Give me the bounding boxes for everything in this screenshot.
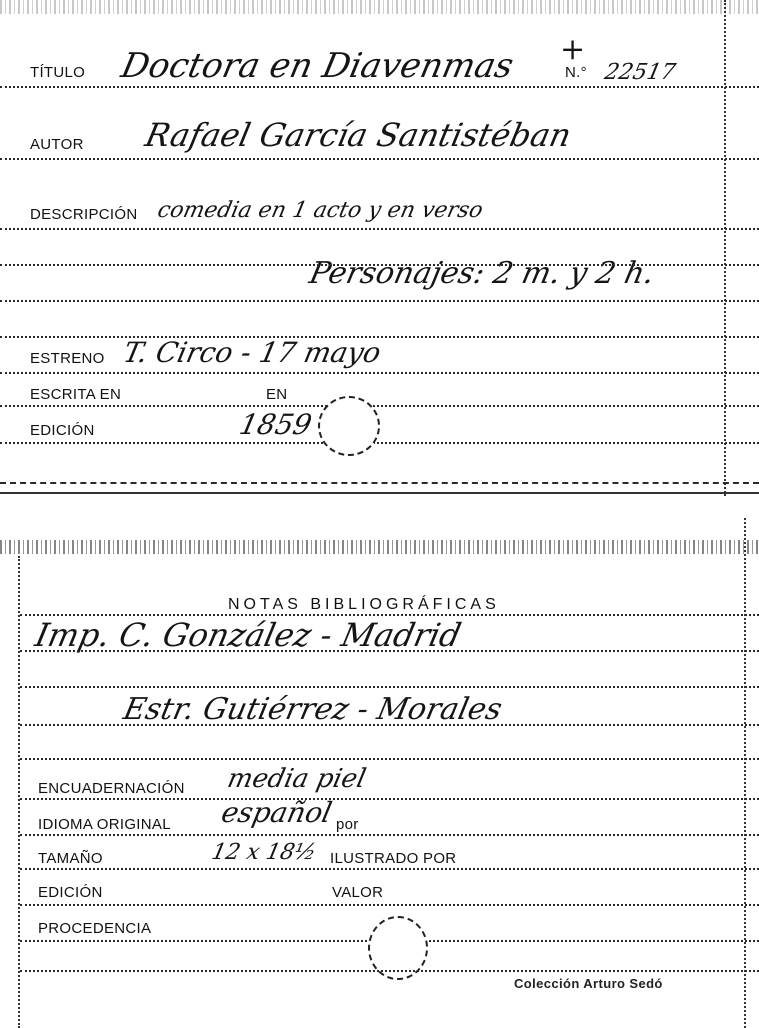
rule-line	[0, 228, 759, 230]
ilustrado-por-label: ILUSTRADO POR	[330, 850, 457, 867]
personajes-value: Personajes: 2 m. y 2 h.	[306, 256, 658, 291]
numero-value: 22517	[602, 60, 678, 85]
rule-line	[0, 482, 759, 484]
estreno-value: T. Circo - 17 mayo	[120, 336, 384, 369]
edicion-label: EDICIÓN	[38, 884, 103, 901]
rule-line	[0, 372, 759, 374]
rule-line	[0, 158, 759, 160]
edicion-value: 1859	[236, 408, 315, 441]
rule-line	[20, 834, 759, 836]
rule-line	[20, 686, 759, 688]
rule-line	[0, 264, 759, 266]
descripcion-label: DESCRIPCIÓN	[30, 206, 138, 223]
notas-title: NOTAS BIBLIOGRÁFICAS	[228, 596, 500, 613]
idioma-original-value: español	[218, 796, 335, 829]
en-label: EN	[266, 386, 288, 403]
tamano-label: TAMAÑO	[38, 850, 103, 867]
nota-2-value: Estr. Gutiérrez - Morales	[120, 692, 506, 727]
descripcion-value: comedia en 1 acto y en verso	[155, 198, 486, 223]
rule-line	[0, 300, 759, 302]
rule-line	[0, 405, 759, 407]
rule-line	[20, 868, 759, 870]
por-label: por	[336, 816, 359, 833]
catalog-card-front	[0, 0, 759, 496]
cross-mark: +	[560, 32, 586, 67]
idioma-original-label: IDIOMA ORIGINAL	[38, 816, 171, 833]
collection-label: Colección Arturo Sedó	[514, 976, 663, 991]
card-left-edge	[18, 556, 23, 1028]
encuadernacion-label: ENCUADERNACIÓN	[38, 780, 185, 797]
valor-label: VALOR	[332, 884, 384, 901]
nota-1-value: Imp. C. González - Madrid	[31, 616, 465, 654]
card-top-speckle	[0, 0, 759, 14]
card-separator	[0, 492, 759, 494]
escrita-en-label: ESCRITA EN	[30, 386, 122, 403]
titulo-label: TÍTULO	[30, 64, 86, 81]
estreno-label: ESTRENO	[30, 350, 105, 367]
rule-line	[20, 904, 759, 906]
rule-line	[20, 650, 759, 652]
rule-line	[0, 86, 759, 88]
catalog-card-back	[0, 500, 759, 1028]
rule-line	[20, 970, 759, 972]
punch-hole	[318, 396, 380, 456]
rule-line	[20, 724, 759, 726]
numero-label: N.°	[565, 64, 587, 81]
card-top-speckle	[0, 540, 759, 554]
card-right-edge	[744, 518, 749, 1028]
rule-line	[20, 758, 759, 760]
edicion-label: EDICIÓN	[30, 422, 95, 439]
rule-line	[20, 798, 759, 800]
procedencia-label: PROCEDENCIA	[38, 920, 152, 937]
titulo-value: Doctora en Diavenmas	[117, 46, 517, 86]
card-right-edge	[724, 0, 729, 496]
encuadernacion-value: media piel	[224, 764, 369, 794]
tamano-value: 12 x 18½	[209, 840, 319, 865]
autor-value: Rafael García Santistéban	[141, 116, 575, 154]
rule-line	[0, 442, 759, 444]
autor-label: AUTOR	[30, 136, 84, 153]
